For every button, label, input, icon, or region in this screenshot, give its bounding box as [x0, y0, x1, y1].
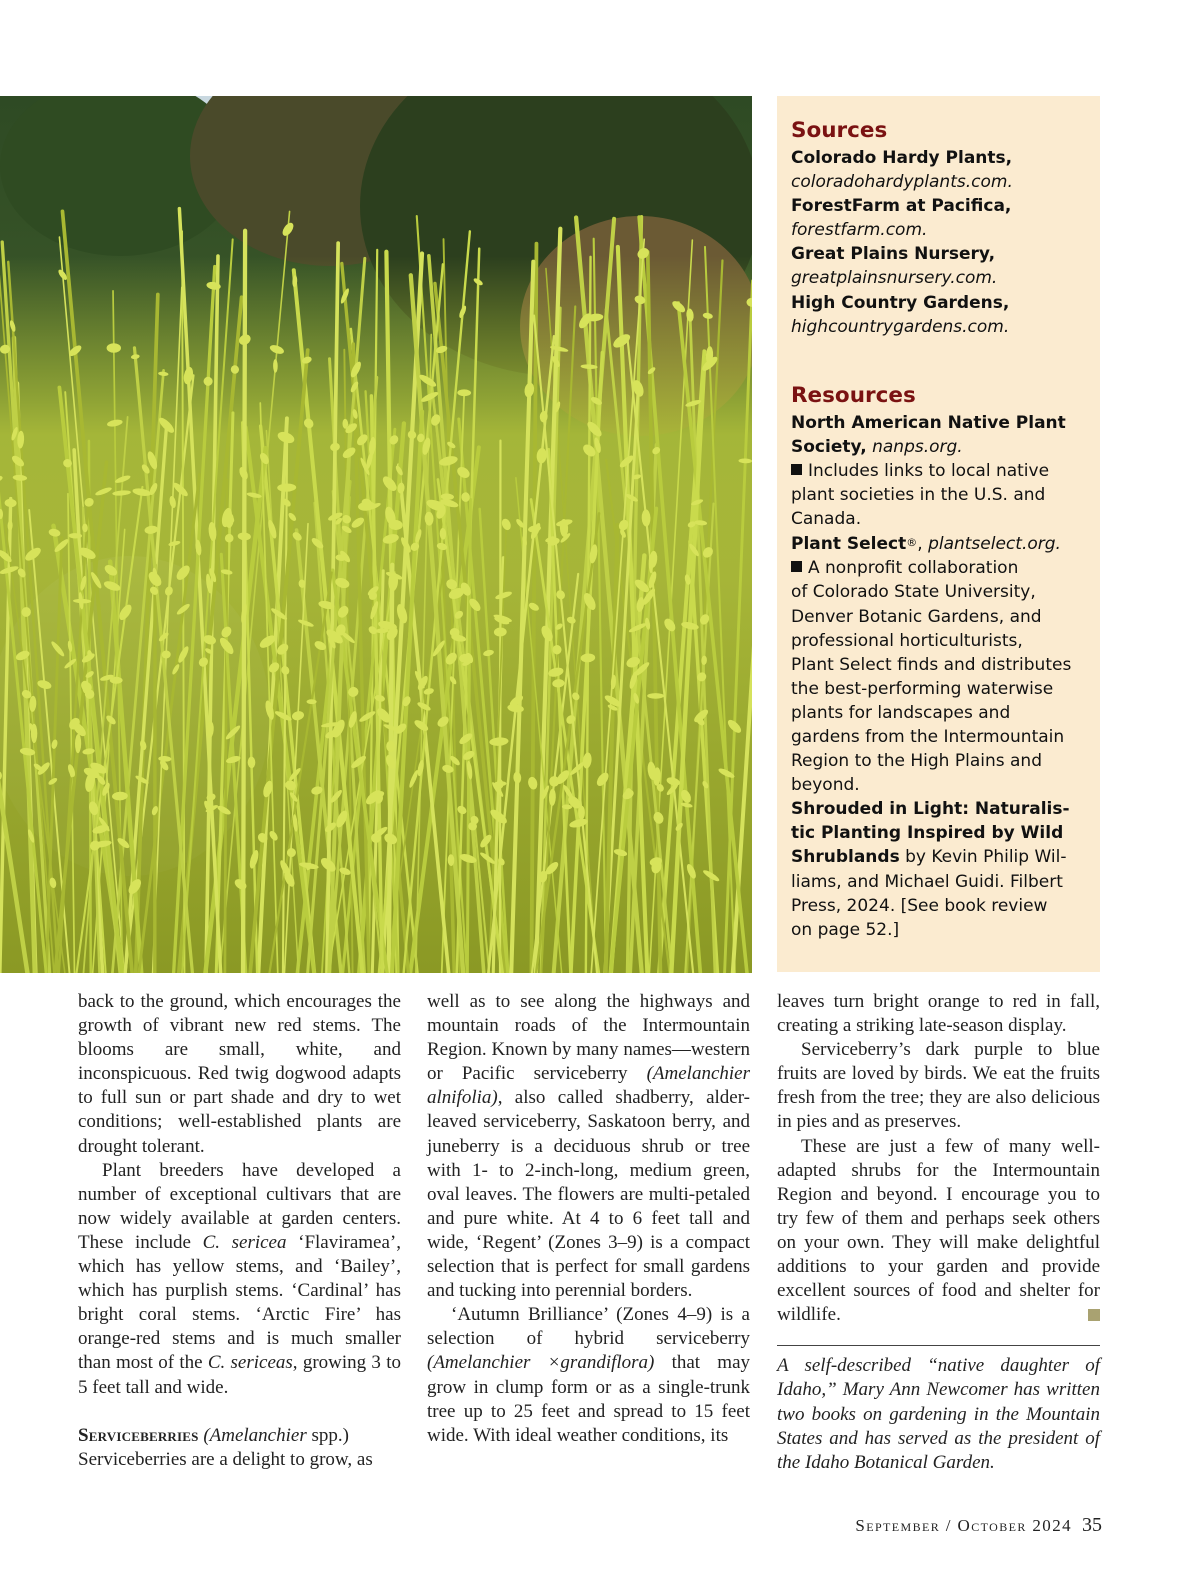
resource-note: A nonprofit collaboration: [808, 558, 1019, 579]
resource-name-line: [791, 435, 1086, 459]
paragraph: [427, 1303, 750, 1448]
source-name: Colorado Hardy Plants,: [791, 148, 1013, 168]
text-run: (Amelanchier ×grandiflora): [427, 1352, 655, 1374]
resource-name: Society,: [791, 436, 867, 457]
resource-note: of Colorado State University,: [791, 582, 1036, 603]
author-bio: A self-described “native daughter of Idaho,” Mary Ann Newcomer has written two books on gardening in the Mountain States and has served as the president of the Idaho Botanical Garden.: [777, 1355, 1100, 1473]
paragraph: [777, 1135, 1100, 1328]
dogwood-photo-art: [0, 96, 752, 973]
sources-heading: Sources: [791, 118, 888, 143]
source-link[interactable]: forestfarm.com.: [791, 220, 928, 241]
source-name: ForestFarm at Pacifica,: [791, 196, 1012, 217]
source-name: Great Plains Nursery,: [791, 244, 996, 265]
book-info: Press, 2024. [See book review: [791, 895, 1048, 916]
divider: [777, 1345, 1100, 1346]
registered-mark: ®: [906, 536, 918, 550]
paragraph: back to the ground, which encourages the growth of vibrant new red stems. The blooms are small, white, and inconspicuous. Red twig dogwood adapts to full sun or part shade and dry to wet conditions; well-established plants are drought tolerant.: [78, 991, 401, 1157]
body-column-2: [427, 990, 750, 1448]
issue-date: September / October 2024: [855, 1516, 1072, 1535]
resource-note: Denver Botanic Gardens, and: [791, 606, 1042, 627]
resource-note: professional horticulturists,: [791, 630, 1023, 651]
resource-note: Canada.: [791, 509, 862, 530]
book-info: liams, and Michael Guidi. Filbert: [791, 871, 1063, 892]
text-run: , also called shadberry, alder-leaved serviceberry, Saskatoon berry, and juneberry is a deciduous shrub or tree with 1- to 2-inch-long, medium green, oval leaves. The flowers are multi-petaled and pure white. At 4 to 6 feet tall and wide, ‘Regent’ (Zones 3–9) is a compact selection that is perfect for small gardens and tucking into perennial borders.: [427, 1087, 750, 1302]
sources-resources-sidebar: [777, 96, 1100, 972]
body-column-1: [78, 990, 401, 1472]
source-link[interactable]: highcountrygardens.com.: [791, 316, 1010, 337]
book-title-line: [791, 845, 1086, 869]
paragraph: [427, 990, 750, 1303]
text-run: ‘Flaviramea’, which has yellow stems, and ‘Bailey’, which has purplish stems. ‘Cardinal’ has bright coral stems. ‘Arctic Fire’ has orange-red stems and is much smaller than most of the: [78, 1231, 401, 1374]
text-run: Plant breeders have developed a number of exceptional cultivars that are now widely available at garden centers. These include: [78, 1159, 401, 1253]
dogwood-photo: [0, 96, 752, 973]
book-title: Shrublands: [791, 847, 900, 868]
resource-note: plant societies in the U.S. and: [791, 485, 1046, 506]
text-run: ‘Autumn Brilliance’ (Zones 4–9) is a selection of hybrid serviceberry: [427, 1304, 750, 1350]
resource-note-line: [791, 556, 1086, 580]
paragraph: leaves turn bright orange to red in fall, creating a striking late-season display.: [777, 991, 1100, 1037]
resource-note: gardens from the Intermountain: [791, 726, 1065, 747]
text-run: , growing 3 to 5 feet tall and wide.: [78, 1352, 401, 1398]
resource-note-line: [791, 459, 1086, 483]
text-run: (Amelanchier: [203, 1424, 307, 1446]
resource-link[interactable]: plantselect.org.: [928, 534, 1061, 555]
resource-name: North American Native Plant: [791, 412, 1066, 433]
end-mark-icon: [1088, 1309, 1100, 1321]
book-title: tic Planting Inspired by Wild: [791, 823, 1064, 844]
text-run: These are just a few of many well-adapted shrubs for the Intermountain Region and beyond. I encourage you to try few of them and perhaps seek others on your own. They will make delightful additions to your garden and provide excellent sources of food and shelter for wildlife.: [777, 1135, 1100, 1326]
resource-note: plants for landscapes and: [791, 702, 1011, 723]
book-author: by Kevin Philip Wil-: [905, 847, 1067, 868]
text-run: (Amelanchier alnifolia): [427, 1063, 750, 1109]
bullet-icon: [791, 561, 802, 572]
section-heading-text: Serviceberries: [78, 1424, 199, 1446]
resource-note: Region to the High Plains and: [791, 751, 1042, 772]
leaf-shape: [107, 343, 121, 353]
leaf-shape: [647, 693, 664, 699]
text-run: spp.): [306, 1424, 349, 1446]
source-link[interactable]: coloradohardyplants.com.: [791, 172, 1013, 193]
resource-name: Plant Select: [791, 534, 907, 555]
body-column-3: [777, 990, 1100, 1475]
resource-name-line: Plant Select®, plantselect.org.: [791, 534, 1061, 555]
resource-note: Includes links to local native: [808, 460, 1050, 481]
paragraph: [78, 1159, 401, 1400]
text-run: well as to see along the highways and mountain roads of the Intermountain Region. Known by many names—western or Pacific serviceberry: [427, 991, 750, 1085]
source-link[interactable]: greatplainsnursery.com.: [791, 268, 998, 289]
resources-heading: Resources: [791, 382, 916, 408]
book-title: Shrouded in Light: Naturalis-: [791, 799, 1070, 820]
page-footer: [855, 1514, 1102, 1537]
page-number: 35: [1082, 1514, 1102, 1536]
resource-note: Plant Select finds and distributes: [791, 654, 1072, 675]
paragraph: Serviceberry’s dark purple to blue fruits are loved by birds. We eat the fruits fresh from the tree; they are also delicious in pies and as preserves.: [777, 1039, 1100, 1133]
text-run: C. sericea: [202, 1231, 287, 1253]
text-run: that may grow in clump form or as a single-trunk tree up to 25 feet and spread to 15 feet wide. With ideal weather conditions, its: [427, 1352, 750, 1446]
section-heading: [78, 1424, 401, 1448]
bullet-icon: [791, 464, 802, 475]
source-name: High Country Gardens,: [791, 292, 1010, 313]
book-info: on page 52.]: [791, 919, 900, 940]
text-run: C. sericeas: [207, 1352, 293, 1374]
resource-note: the best-performing waterwise: [791, 678, 1054, 699]
paragraph: Serviceberries are a delight to grow, as: [78, 1448, 373, 1470]
resource-link[interactable]: nanps.org.: [872, 436, 963, 457]
spacer: [78, 1400, 401, 1424]
resource-note: beyond.: [791, 775, 860, 796]
